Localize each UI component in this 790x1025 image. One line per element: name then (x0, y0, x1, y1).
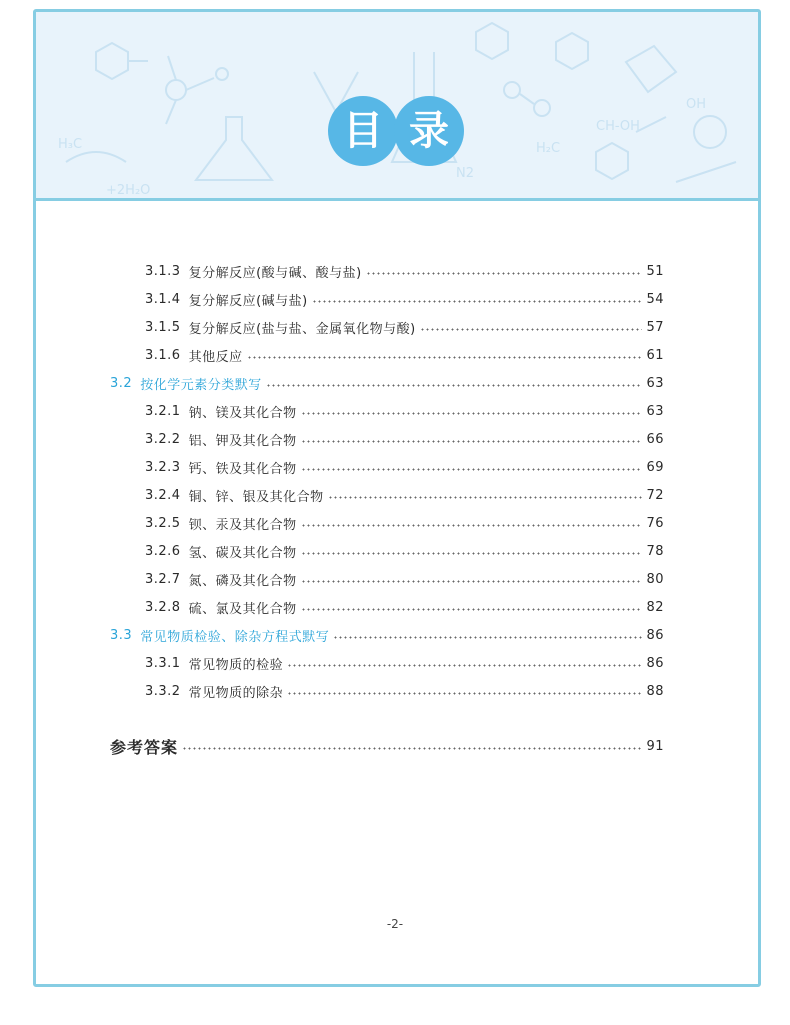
toc-answers-page: 91 (646, 738, 664, 754)
toc-entry-title: 铝、钾及其化合物 (188, 433, 297, 449)
toc-entry-page: 88 (646, 683, 664, 699)
toc-subsection-entry[interactable] (110, 485, 664, 505)
toc-entry-title: 氢、碳及其化合物 (188, 545, 297, 561)
toc-answers-entry[interactable] (110, 736, 664, 756)
toc-entry-number: 3.3.1 (145, 655, 181, 671)
toc-entry-title: 钡、汞及其化合物 (188, 517, 297, 533)
toc-entry-title: 常见物质的除杂 (188, 685, 284, 701)
toc-entry-number: 3.2.4 (145, 487, 181, 503)
title-char-1: 目 (328, 96, 398, 166)
toc-entry-title: 氮、磷及其化合物 (188, 573, 297, 589)
svg-text:H₃C: H₃C (58, 137, 83, 152)
dot-leader (247, 356, 643, 359)
dot-leader (333, 636, 642, 639)
toc-entry-page: 80 (646, 571, 664, 587)
toc-entry-number: 3.2 (110, 375, 133, 391)
toc-entry-title: 其他反应 (188, 349, 243, 365)
dot-leader (287, 692, 642, 695)
dot-leader (301, 608, 643, 611)
dot-leader (301, 552, 643, 555)
toc-subsection-entry[interactable] (110, 513, 664, 533)
svg-text:OH: OH (686, 97, 707, 112)
svg-text:N2: N2 (456, 166, 474, 181)
toc-entry-number: 3.1.5 (145, 319, 181, 335)
toc-entry-title: 常见物质的检验 (188, 657, 284, 673)
toc-subsection-entry[interactable] (110, 261, 664, 281)
toc-entry-title: 复分解反应(盐与盐、金属氧化物与酸) (188, 321, 416, 337)
toc-entry-number: 3.2.7 (145, 571, 181, 587)
toc-entry-number: 3.2.5 (145, 515, 181, 531)
toc-header-banner (36, 12, 758, 201)
title-char-2: 录 (394, 96, 464, 166)
toc-entry-page: 54 (646, 291, 664, 307)
toc-subsection-entry[interactable] (110, 653, 664, 673)
toc-entry-title: 按化学元素分类默写 (140, 377, 262, 393)
toc-entry-page: 72 (646, 487, 664, 503)
toc-subsection-entry[interactable] (110, 681, 664, 701)
toc-subsection-entry[interactable] (110, 317, 664, 337)
toc-subsection-entry[interactable] (110, 569, 664, 589)
toc-section-entry[interactable] (110, 373, 664, 393)
toc-entry-title: 钙、铁及其化合物 (188, 461, 297, 477)
toc-entry-page: 86 (646, 655, 664, 671)
dot-leader (312, 300, 643, 303)
dot-leader (301, 440, 643, 443)
toc-entry-title: 铜、锌、银及其化合物 (188, 489, 324, 505)
toc-entry-number: 3.2.8 (145, 599, 181, 615)
dot-leader (366, 272, 643, 275)
toc-entry-page: 63 (646, 403, 664, 419)
toc-entry-number: 3.2.3 (145, 459, 181, 475)
toc-section-entry[interactable] (110, 625, 664, 645)
toc-entry-page: 82 (646, 599, 664, 615)
toc-entry-page: 63 (646, 375, 664, 391)
dot-leader (266, 384, 643, 387)
toc-entry-title: 钠、镁及其化合物 (188, 405, 297, 421)
svg-text:H₂C: H₂C (536, 141, 561, 156)
toc-entry-page: 61 (646, 347, 664, 363)
toc-entry-title: 常见物质检验、除杂方程式默写 (140, 629, 330, 645)
toc-entry-number: 3.1.3 (145, 263, 181, 279)
toc-entry-page: 78 (646, 543, 664, 559)
toc-entry-number: 3.3 (110, 627, 133, 643)
dot-leader (328, 496, 643, 499)
toc-entry-title: 复分解反应(碱与盐) (188, 293, 308, 309)
toc-entry-page: 69 (646, 459, 664, 475)
dot-leader (301, 468, 643, 471)
toc-entry-page: 57 (646, 319, 664, 335)
toc-subsection-entry[interactable] (110, 457, 664, 477)
toc-entry-page: 66 (646, 431, 664, 447)
toc-entry-page: 51 (646, 263, 664, 279)
toc-subsection-entry[interactable] (110, 541, 664, 561)
toc-entry-number: 3.2.2 (145, 431, 181, 447)
toc-entry-page: 86 (646, 627, 664, 643)
dot-leader (301, 580, 643, 583)
toc-entry-number: 3.2.1 (145, 403, 181, 419)
dot-leader (420, 328, 643, 331)
toc-entry-title: 硫、氯及其化合物 (188, 601, 297, 617)
toc-entry-number: 3.3.2 (145, 683, 181, 699)
svg-text:CH-OH: CH-OH (596, 119, 640, 134)
toc-entry-number: 3.1.4 (145, 291, 181, 307)
toc-entry-number: 3.2.6 (145, 543, 181, 559)
toc-subsection-entry[interactable] (110, 345, 664, 365)
toc-subsection-entry[interactable] (110, 401, 664, 421)
toc-subsection-entry[interactable] (110, 597, 664, 617)
toc-title (328, 96, 464, 166)
toc-subsection-entry[interactable] (110, 429, 664, 449)
toc-entry-number: 3.1.6 (145, 347, 181, 363)
toc-entry-title: 复分解反应(酸与碱、酸与盐) (188, 265, 362, 281)
dot-leader (182, 747, 642, 750)
dot-leader (301, 412, 643, 415)
toc-answers-title: 参考答案 (110, 737, 179, 757)
dot-leader (287, 664, 642, 667)
svg-text:+2H₂O: +2H₂O (106, 183, 151, 198)
dot-leader (301, 524, 643, 527)
page-number: -2- (386, 917, 404, 931)
toc-subsection-entry[interactable] (110, 289, 664, 309)
toc-entry-page: 76 (646, 515, 664, 531)
